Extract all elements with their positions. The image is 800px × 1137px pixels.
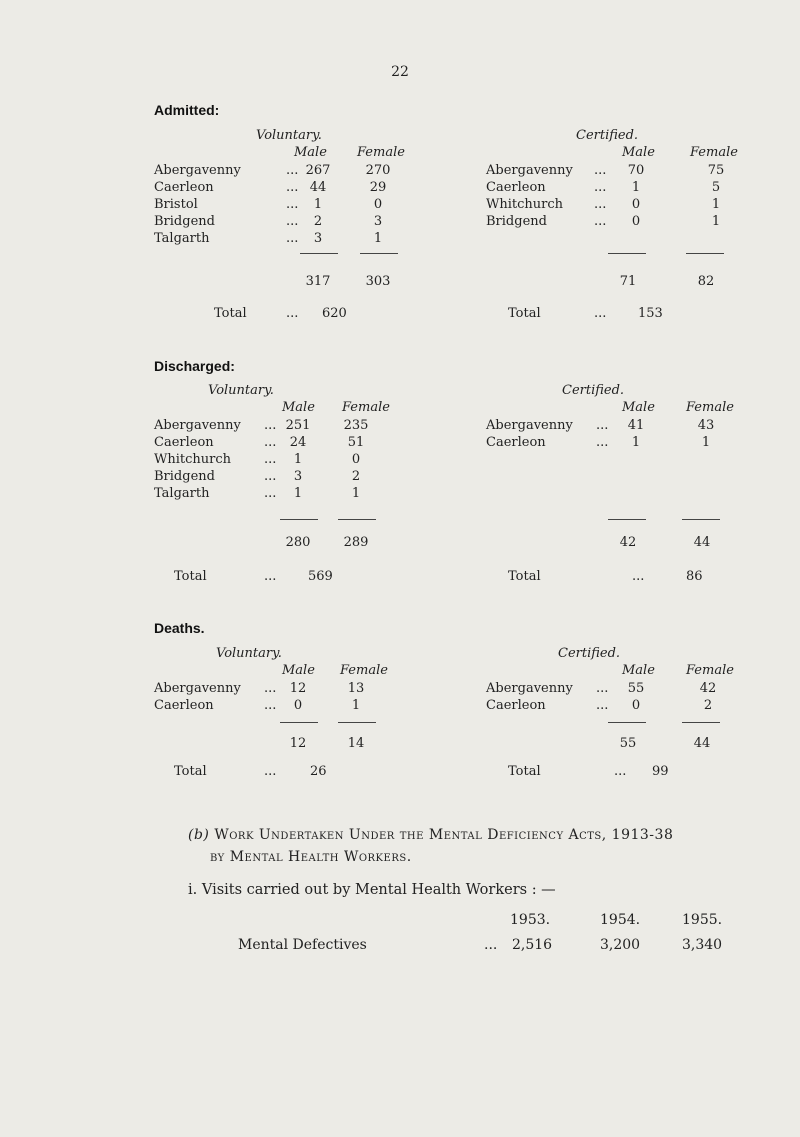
row-place: Caerleon [154, 698, 214, 713]
female-total: 303 [365, 274, 391, 289]
table-caption: Voluntary. [256, 128, 322, 143]
row-male: 41 [627, 418, 645, 433]
table-caption: Certified. [558, 646, 621, 661]
row-place: Bridgend [154, 214, 215, 229]
sum-rule [300, 253, 338, 254]
section-b-heading [188, 824, 673, 868]
row-female: 1 [351, 698, 361, 713]
row-place: Caerleon [486, 435, 546, 450]
male-total: 42 [619, 535, 637, 550]
row-female: 29 [369, 180, 387, 195]
sum-rule [280, 722, 318, 723]
row-male: 0 [293, 698, 303, 713]
grand-total: 86 [686, 569, 703, 584]
row-place: Abergavenny [154, 681, 241, 696]
section-b-label: (b) [188, 827, 210, 843]
page-number: 22 [391, 64, 409, 80]
row-male: 12 [289, 681, 307, 696]
male-header: Male [282, 663, 315, 678]
sum-rule [608, 253, 646, 254]
row-place: Whitchurch [486, 197, 564, 212]
male-header: Male [622, 663, 655, 678]
female-header: Female [342, 400, 390, 415]
sum-rule [686, 253, 724, 254]
row-male: 24 [289, 435, 307, 450]
row-place: Bridgend [154, 469, 215, 484]
male-total: 12 [289, 736, 307, 751]
section-b-line1: Work Undertaken Under the Mental Deficiency Acts, 1913-38 [214, 827, 674, 843]
male-total: 317 [305, 274, 331, 289]
row-female: 235 [343, 418, 369, 433]
sum-rule [338, 722, 376, 723]
female-total: 82 [697, 274, 715, 289]
female-header: Female [686, 400, 734, 415]
mental-defectives-row: Mental Defectives ... 2,516 3,200 3,340 [238, 937, 723, 953]
row-female: 2 [351, 469, 361, 484]
row-place: Caerleon [486, 698, 546, 713]
female-header: Female [690, 145, 738, 160]
discharged-certified-table: Certified. Male Female Abergavenny ... 41 43 Caerleon ... 1 1 42 44 Total ... 86 [486, 383, 734, 584]
row-place: Abergavenny [154, 418, 241, 433]
row-female: 43 [697, 418, 715, 433]
row-male: 3 [293, 469, 303, 484]
male-header: Male [282, 400, 315, 415]
female-total: 14 [347, 736, 365, 751]
value-1955: 3,340 [682, 937, 723, 953]
row-male: 3 [313, 231, 323, 246]
table-caption: Voluntary. [208, 383, 274, 398]
admitted-heading: Admitted: [154, 102, 220, 118]
row-female: 3 [373, 214, 383, 229]
male-total: 55 [619, 736, 637, 751]
row-female: 42 [699, 681, 717, 696]
row-male: 55 [627, 681, 645, 696]
row-female: 1 [701, 435, 711, 450]
year-1953: 1953. [510, 912, 551, 928]
male-header: Male [622, 145, 655, 160]
sum-rule [682, 519, 720, 520]
total-label: Total [508, 569, 541, 584]
year-1955: 1955. [682, 912, 723, 928]
total-label: Total [174, 569, 207, 584]
row-male: 1 [293, 486, 303, 501]
total-label: Total [508, 306, 541, 321]
row-female: 1 [373, 231, 383, 246]
female-total: 44 [693, 535, 711, 550]
row-female: 51 [347, 435, 365, 450]
row-female: 5 [711, 180, 721, 195]
row-male: 1 [293, 452, 303, 467]
row-male: 44 [309, 180, 327, 195]
row-place: Abergavenny [486, 418, 573, 433]
female-total: 44 [693, 736, 711, 751]
row-place: Caerleon [154, 435, 214, 450]
total-label: Total [174, 764, 207, 779]
row-female: 1 [711, 214, 721, 229]
row-male: 70 [627, 163, 645, 178]
visits-title: i. Visits carried out by Mental Health Workers : — [188, 882, 556, 898]
table-caption: Voluntary. [216, 646, 282, 661]
value-1953: 2,516 [512, 937, 553, 953]
admitted-voluntary-table: Voluntary. Male Female Abergavenny ... 267 270 Caerleon ... 44 29 Bristol ... 1 0 Bridgend ... 2 3 Talgarth ... 3 1 317 303 Total ... 620 [154, 128, 405, 321]
deaths-certified-table: Certified. Male Female Abergavenny ... 55 42 Caerleon ... 0 2 55 44 Total ... 99 [486, 646, 734, 779]
male-header: Male [622, 400, 655, 415]
grand-total: 620 [322, 306, 347, 321]
table-caption: Certified. [562, 383, 625, 398]
row-male: 251 [285, 418, 311, 433]
male-total: 280 [285, 535, 311, 550]
row-place: Whitchurch [154, 452, 232, 467]
female-total: 289 [343, 535, 369, 550]
row-place: Talgarth [154, 486, 210, 501]
year-1954: 1954. [600, 912, 641, 928]
row-place: Abergavenny [154, 163, 241, 178]
row-place: Caerleon [486, 180, 546, 195]
female-header: Female [357, 145, 405, 160]
row-male: 2 [313, 214, 323, 229]
sum-rule [280, 519, 318, 520]
value-1954: 3,200 [600, 937, 641, 953]
row-female: 13 [347, 681, 365, 696]
row-female: 0 [351, 452, 361, 467]
table-caption: Certified. [576, 128, 639, 143]
row-male: 1 [631, 180, 641, 195]
section-b-line2: by Mental Health Workers. [210, 849, 412, 865]
female-header: Female [340, 663, 388, 678]
row-place: Bridgend [486, 214, 547, 229]
row-place: Abergavenny [486, 163, 573, 178]
row-place: Talgarth [154, 231, 210, 246]
total-label: Total [508, 764, 541, 779]
row-female: 1 [351, 486, 361, 501]
male-header: Male [294, 145, 327, 160]
grand-total: 99 [652, 764, 669, 779]
sum-rule [682, 722, 720, 723]
row-male: 0 [631, 214, 641, 229]
female-header: Female [686, 663, 734, 678]
sum-rule [360, 253, 398, 254]
row-female: 2 [703, 698, 713, 713]
row-place: Abergavenny [486, 681, 573, 696]
row-male: 1 [631, 435, 641, 450]
deaths-heading: Deaths. [154, 620, 205, 636]
row-female: 270 [365, 163, 391, 178]
discharged-voluntary-table: Voluntary. Male Female Abergavenny ... 251 235 Caerleon ... 24 51 Whitchurch ... 1 0 Bridgend ... 3 2 Talgarth ... 1 1 280 289 Total ... 569 [154, 383, 390, 584]
deaths-voluntary-table: Voluntary. Male Female Abergavenny ... 12 13 Caerleon ... 0 1 12 14 Total ... 26 [154, 646, 388, 779]
row-female: 1 [711, 197, 721, 212]
sum-rule [608, 519, 646, 520]
row-female: 75 [707, 163, 725, 178]
row-label: Mental Defectives [238, 937, 367, 953]
total-label: Total [214, 306, 247, 321]
grand-total: 569 [308, 569, 333, 584]
grand-total: 153 [638, 306, 663, 321]
male-total: 71 [619, 274, 637, 289]
admitted-certified-table: Certified. Male Female Abergavenny ... 70 75 Caerleon ... 1 5 Whitchurch ... 0 1 Bridgend ... 0 1 71 82 Total ... 153 [486, 128, 738, 321]
visits-years [0, 912, 800, 932]
row-male: 1 [313, 197, 323, 212]
row-male: 267 [305, 163, 331, 178]
discharged-heading: Discharged: [154, 358, 235, 374]
row-male: 0 [631, 197, 641, 212]
row-place: Caerleon [154, 180, 214, 195]
row-place: Bristol [154, 197, 198, 212]
row-female: 0 [373, 197, 383, 212]
grand-total: 26 [310, 764, 327, 779]
row-male: 0 [631, 698, 641, 713]
sum-rule [338, 519, 376, 520]
sum-rule [608, 722, 646, 723]
